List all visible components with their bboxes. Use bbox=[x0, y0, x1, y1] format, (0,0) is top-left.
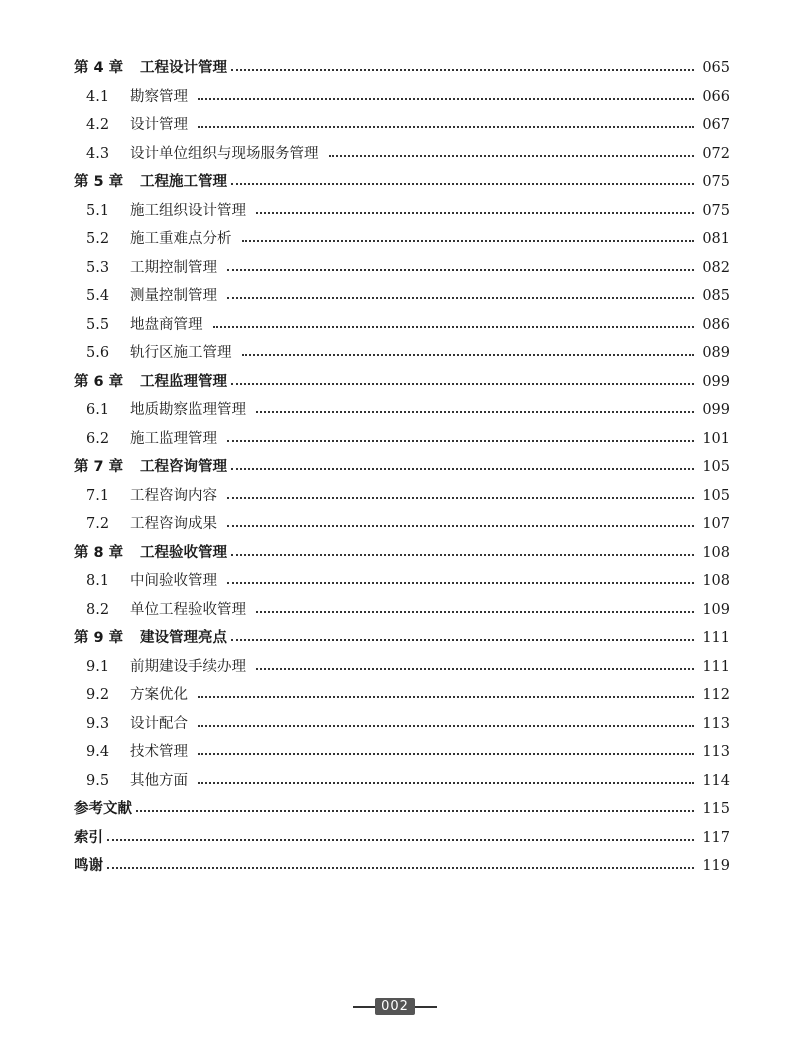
toc-entry-section[interactable] bbox=[74, 225, 730, 254]
toc-entry-title: 施工监理管理 bbox=[130, 430, 217, 447]
toc-entry-title: 前期建设手续办理 bbox=[130, 658, 246, 675]
toc-entry-title: 工程咨询管理 bbox=[140, 459, 227, 475]
toc-entry-number: 5.5 bbox=[86, 316, 110, 333]
toc-entry-number: 8.2 bbox=[86, 601, 110, 618]
toc-leader-dots bbox=[231, 69, 694, 71]
toc-entry-section[interactable] bbox=[74, 710, 730, 739]
toc-entry-page: 089 bbox=[702, 345, 730, 361]
toc-entry-section[interactable] bbox=[74, 567, 730, 596]
toc-entry-title: 设计配合 bbox=[130, 715, 188, 732]
toc-leader-dots bbox=[227, 440, 694, 442]
toc-entry-title: 建设管理亮点 bbox=[140, 630, 227, 646]
toc-entry-number: 4.1 bbox=[86, 88, 110, 105]
toc-entry-number: 4.2 bbox=[86, 117, 110, 133]
toc-entry-section[interactable] bbox=[74, 111, 730, 140]
toc-entry-title: 工程设计管理 bbox=[140, 60, 227, 76]
toc-entry-section[interactable] bbox=[74, 510, 730, 539]
toc-entry-section[interactable] bbox=[74, 653, 730, 682]
toc-entry-page: 101 bbox=[702, 430, 730, 447]
toc-entry-section[interactable] bbox=[74, 425, 730, 454]
toc-entry-number: 9.4 bbox=[86, 744, 110, 760]
toc-entry-section[interactable] bbox=[74, 339, 730, 368]
toc-entry-page: 113 bbox=[702, 744, 730, 760]
toc-entry-number: 5.2 bbox=[86, 231, 110, 247]
toc-leader-dots bbox=[227, 497, 694, 499]
toc-entry-title: 其他方面 bbox=[130, 772, 188, 789]
toc-entry-title: 鸣谢 bbox=[74, 858, 103, 874]
toc-entry-page: 085 bbox=[702, 288, 730, 304]
toc-leader-dots bbox=[231, 554, 694, 556]
toc-leader-dots bbox=[227, 269, 694, 271]
toc-entry-page: 105 bbox=[702, 487, 730, 504]
toc-entry-number: 9.3 bbox=[86, 715, 110, 732]
toc-entry-page: 075 bbox=[702, 174, 730, 190]
toc-entry-number: 9.2 bbox=[86, 687, 110, 703]
footer-rule-right bbox=[415, 1006, 437, 1008]
toc-leader-dots bbox=[198, 126, 694, 128]
toc-entry-title: 方案优化 bbox=[130, 687, 188, 703]
toc-leader-dots bbox=[198, 753, 694, 755]
toc-entry-title: 工程验收管理 bbox=[140, 544, 227, 561]
toc-entry-plain[interactable] bbox=[74, 824, 730, 853]
toc-entry-number: 7.2 bbox=[86, 516, 110, 532]
toc-entry-title: 工程监理管理 bbox=[140, 373, 227, 390]
toc-entry-chapter[interactable] bbox=[74, 453, 730, 482]
toc-entry-page: 099 bbox=[702, 373, 730, 390]
toc-entry-title: 地质勘察监理管理 bbox=[130, 402, 246, 418]
toc-entry-section[interactable] bbox=[74, 396, 730, 425]
toc-entry-page: 111 bbox=[702, 630, 730, 646]
toc-entry-page: 107 bbox=[702, 516, 730, 532]
toc-entry-page: 117 bbox=[702, 829, 730, 846]
toc-entry-section[interactable] bbox=[74, 83, 730, 112]
toc-entry-page: 075 bbox=[702, 202, 730, 219]
toc-entry-chapter[interactable] bbox=[74, 54, 730, 83]
toc-entry-title: 设计单位组织与现场服务管理 bbox=[130, 145, 319, 162]
toc-entry-title: 索引 bbox=[74, 829, 103, 846]
toc-entry-number: 第 7 章 bbox=[74, 459, 124, 475]
toc-entry-number: 9.5 bbox=[86, 772, 110, 789]
toc-entry-page: 081 bbox=[702, 231, 730, 247]
toc-entry-page: 086 bbox=[702, 316, 730, 333]
toc-entry-title: 工期控制管理 bbox=[130, 259, 217, 276]
toc-entry-plain[interactable] bbox=[74, 795, 730, 824]
toc-leader-dots bbox=[231, 383, 694, 385]
toc-entry-number: 5.3 bbox=[86, 259, 110, 276]
toc-entry-number: 第 5 章 bbox=[74, 174, 124, 190]
toc-entry-number: 7.1 bbox=[86, 487, 110, 504]
toc-leader-dots bbox=[227, 297, 694, 299]
toc-leader-dots bbox=[242, 354, 695, 356]
toc-leader-dots bbox=[198, 98, 694, 100]
toc-entry-number: 4.3 bbox=[86, 145, 110, 162]
footer-rule-left bbox=[353, 1006, 375, 1008]
toc-entry-section[interactable] bbox=[74, 197, 730, 226]
toc-leader-dots bbox=[136, 810, 694, 812]
toc-leader-dots bbox=[329, 155, 695, 157]
toc-leader-dots bbox=[198, 725, 694, 727]
toc-leader-dots bbox=[256, 212, 694, 214]
toc-entry-page: 072 bbox=[702, 145, 730, 162]
toc-entry-number: 9.1 bbox=[86, 658, 110, 675]
toc-entry-section[interactable] bbox=[74, 738, 730, 767]
toc-leader-dots bbox=[107, 867, 694, 869]
toc-leader-dots bbox=[231, 468, 694, 470]
toc-entry-number: 6.1 bbox=[86, 402, 110, 418]
toc-entry-page: 082 bbox=[702, 259, 730, 276]
toc-entry-page: 114 bbox=[702, 772, 730, 789]
toc-entry-number: 第 4 章 bbox=[74, 60, 124, 76]
toc-leader-dots bbox=[198, 696, 694, 698]
toc-entry-title: 工程咨询内容 bbox=[130, 487, 217, 504]
toc-leader-dots bbox=[256, 411, 694, 413]
toc-entry-section[interactable] bbox=[74, 282, 730, 311]
toc-entry-section[interactable] bbox=[74, 767, 730, 796]
toc-leader-dots bbox=[231, 639, 694, 641]
toc-entry-title: 勘察管理 bbox=[130, 88, 188, 105]
toc-entry-page: 112 bbox=[702, 687, 730, 703]
toc-entry-number: 第 9 章 bbox=[74, 630, 124, 646]
toc-entry-number: 5.1 bbox=[86, 202, 110, 219]
toc-entry-title: 中间验收管理 bbox=[130, 573, 217, 589]
toc-leader-dots bbox=[227, 582, 694, 584]
toc-entry-title: 地盘商管理 bbox=[130, 316, 203, 333]
toc-entry-chapter[interactable] bbox=[74, 168, 730, 197]
toc-entry-title: 单位工程验收管理 bbox=[130, 601, 246, 618]
toc-entry-section[interactable] bbox=[74, 681, 730, 710]
toc-leader-dots bbox=[213, 326, 695, 328]
toc-entry-chapter[interactable] bbox=[74, 539, 730, 568]
toc-entry-number: 8.1 bbox=[86, 573, 110, 589]
toc-leader-dots bbox=[256, 668, 694, 670]
toc-entry-page: 099 bbox=[702, 402, 730, 418]
toc-entry-number: 第 8 章 bbox=[74, 544, 124, 561]
toc-leader-dots bbox=[256, 611, 694, 613]
toc-entry-page: 111 bbox=[702, 658, 730, 675]
toc-entry-title: 参考文献 bbox=[74, 801, 132, 817]
toc-leader-dots bbox=[242, 240, 695, 242]
toc-entry-number: 6.2 bbox=[86, 430, 110, 447]
toc-leader-dots bbox=[227, 525, 694, 527]
toc-entry-title: 工程施工管理 bbox=[140, 174, 227, 190]
toc-entry-number: 5.4 bbox=[86, 288, 110, 304]
toc-entry-title: 轨行区施工管理 bbox=[130, 345, 232, 361]
toc-entry-title: 设计管理 bbox=[130, 117, 188, 133]
toc-entry-title: 施工组织设计管理 bbox=[130, 202, 246, 219]
footer-page-number: 002 bbox=[375, 998, 415, 1015]
toc-entry-page: 113 bbox=[702, 715, 730, 732]
toc-entry-plain[interactable] bbox=[74, 852, 730, 881]
toc-entry-page: 065 bbox=[702, 60, 730, 76]
table-of-contents bbox=[74, 54, 730, 881]
toc-leader-dots bbox=[198, 782, 694, 784]
toc-leader-dots bbox=[231, 183, 694, 185]
page-footer bbox=[0, 998, 790, 1015]
toc-entry-chapter[interactable] bbox=[74, 368, 730, 397]
toc-entry-page: 105 bbox=[702, 459, 730, 475]
toc-entry-section[interactable] bbox=[74, 596, 730, 625]
toc-entry-number: 第 6 章 bbox=[74, 373, 124, 390]
toc-entry-page: 067 bbox=[702, 117, 730, 133]
toc-entry-page: 066 bbox=[702, 88, 730, 105]
toc-entry-page: 108 bbox=[702, 544, 730, 561]
toc-entry-page: 115 bbox=[702, 801, 730, 817]
toc-entry-title: 施工重难点分析 bbox=[130, 231, 232, 247]
toc-entry-page: 119 bbox=[702, 858, 730, 874]
toc-leader-dots bbox=[107, 839, 694, 841]
toc-entry-number: 5.6 bbox=[86, 345, 110, 361]
toc-entry-title: 工程咨询成果 bbox=[130, 516, 217, 532]
toc-entry-page: 109 bbox=[702, 601, 730, 618]
toc-entry-page: 108 bbox=[702, 573, 730, 589]
toc-entry-chapter[interactable] bbox=[74, 624, 730, 653]
toc-entry-section[interactable] bbox=[74, 140, 730, 169]
toc-entry-title: 测量控制管理 bbox=[130, 288, 217, 304]
toc-entry-title: 技术管理 bbox=[130, 744, 188, 760]
toc-entry-section[interactable] bbox=[74, 254, 730, 283]
toc-entry-section[interactable] bbox=[74, 311, 730, 340]
toc-entry-section[interactable] bbox=[74, 482, 730, 511]
